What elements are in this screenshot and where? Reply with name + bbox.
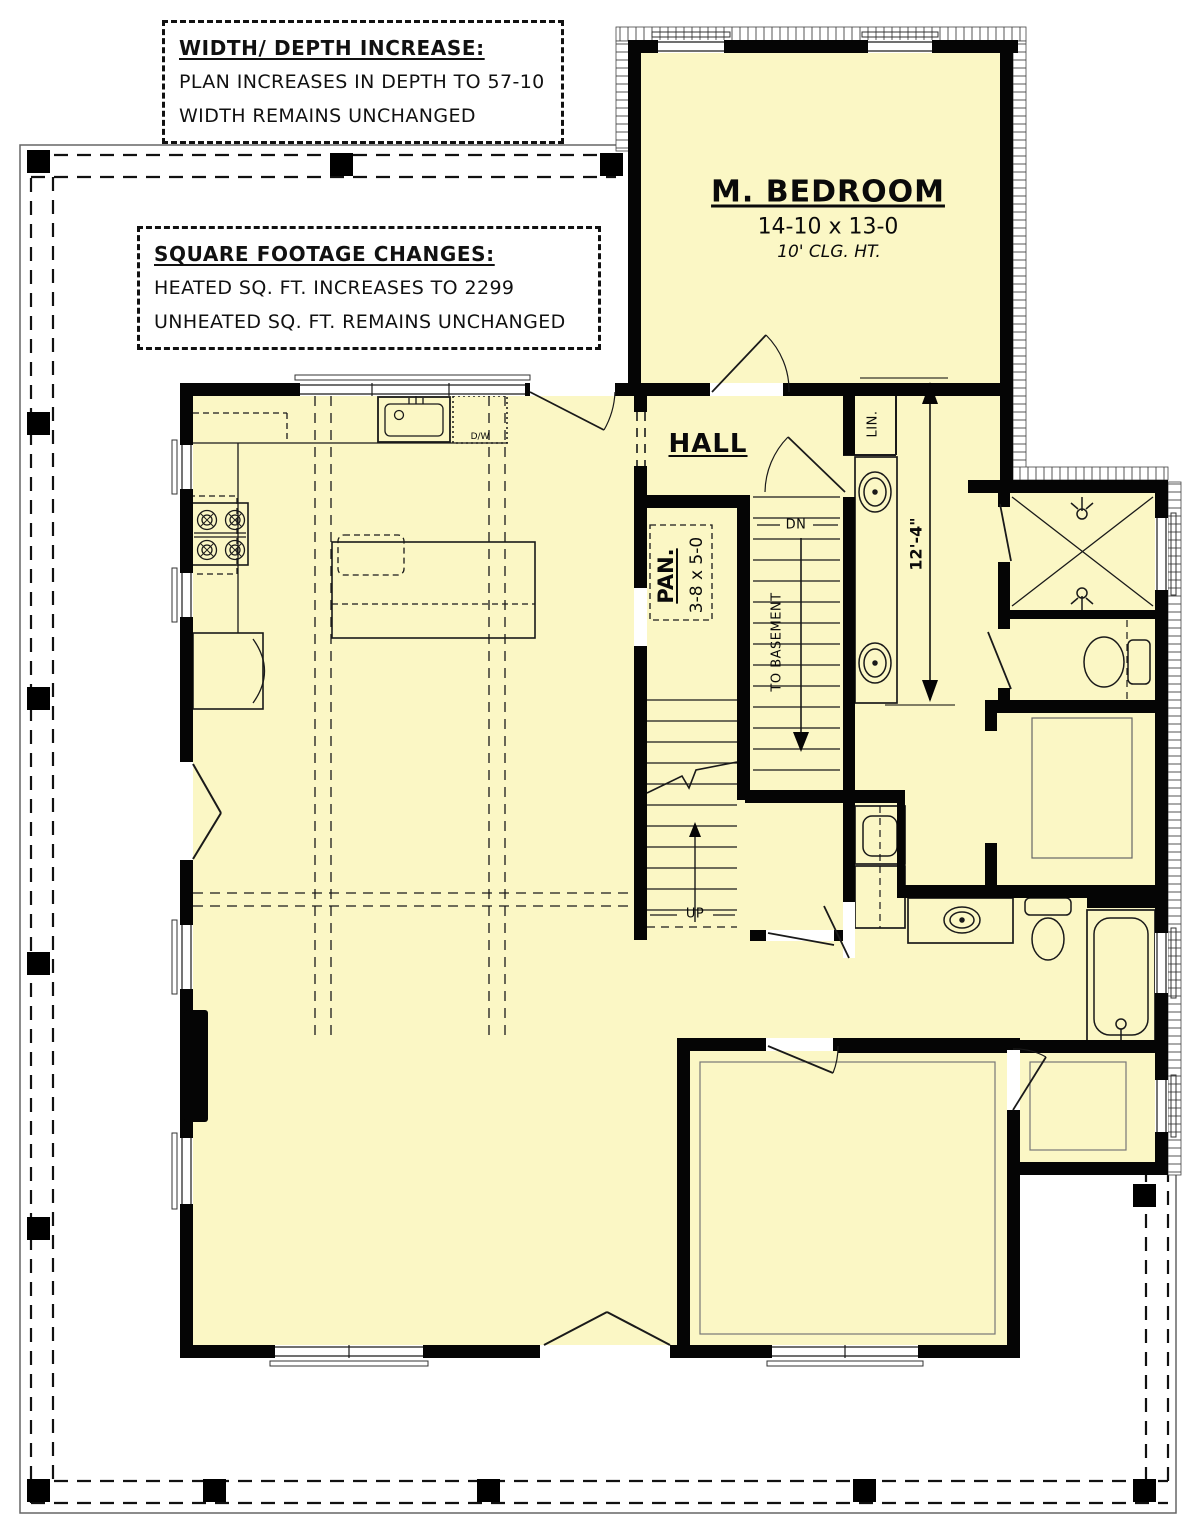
- width-depth-note-line: PLAN INCREASES IN DEPTH TO 57-10: [179, 71, 545, 93]
- square-footage-note-title: SQUARE FOOTAGE CHANGES:: [154, 242, 495, 266]
- square-footage-note-line: HEATED SQ. FT. INCREASES TO 2299: [154, 277, 515, 299]
- master-bath-dimension-label: 12'-4": [906, 517, 926, 571]
- square-footage-note: [137, 226, 601, 350]
- square-footage-note-line: UNHEATED SQ. FT. REMAINS UNCHANGED: [154, 311, 566, 333]
- width-depth-note-title: WIDTH/ DEPTH INCREASE:: [179, 36, 485, 60]
- master-bedroom-label: M. BEDROOM: [711, 174, 945, 210]
- master-bedroom-dimensions: 14-10 x 13-0: [757, 214, 899, 240]
- fireplace: [184, 1010, 208, 1122]
- stairs-down-label: DN: [785, 517, 807, 533]
- dishwasher-label: D/W: [470, 432, 490, 442]
- width-depth-note: [162, 20, 564, 144]
- hall-label: HALL: [668, 429, 748, 459]
- to-basement-label: TO BASEMENT: [769, 592, 785, 692]
- master-bedroom-ceiling-height: 10' CLG. HT.: [777, 242, 881, 262]
- width-depth-note-line: WIDTH REMAINS UNCHANGED: [179, 105, 476, 127]
- linen-label: LIN.: [865, 410, 881, 438]
- pantry-dimensions: 3-8 x 5-0: [687, 536, 707, 614]
- stairs-up-label: UP: [685, 906, 705, 922]
- pantry-label: PAN.: [654, 548, 678, 604]
